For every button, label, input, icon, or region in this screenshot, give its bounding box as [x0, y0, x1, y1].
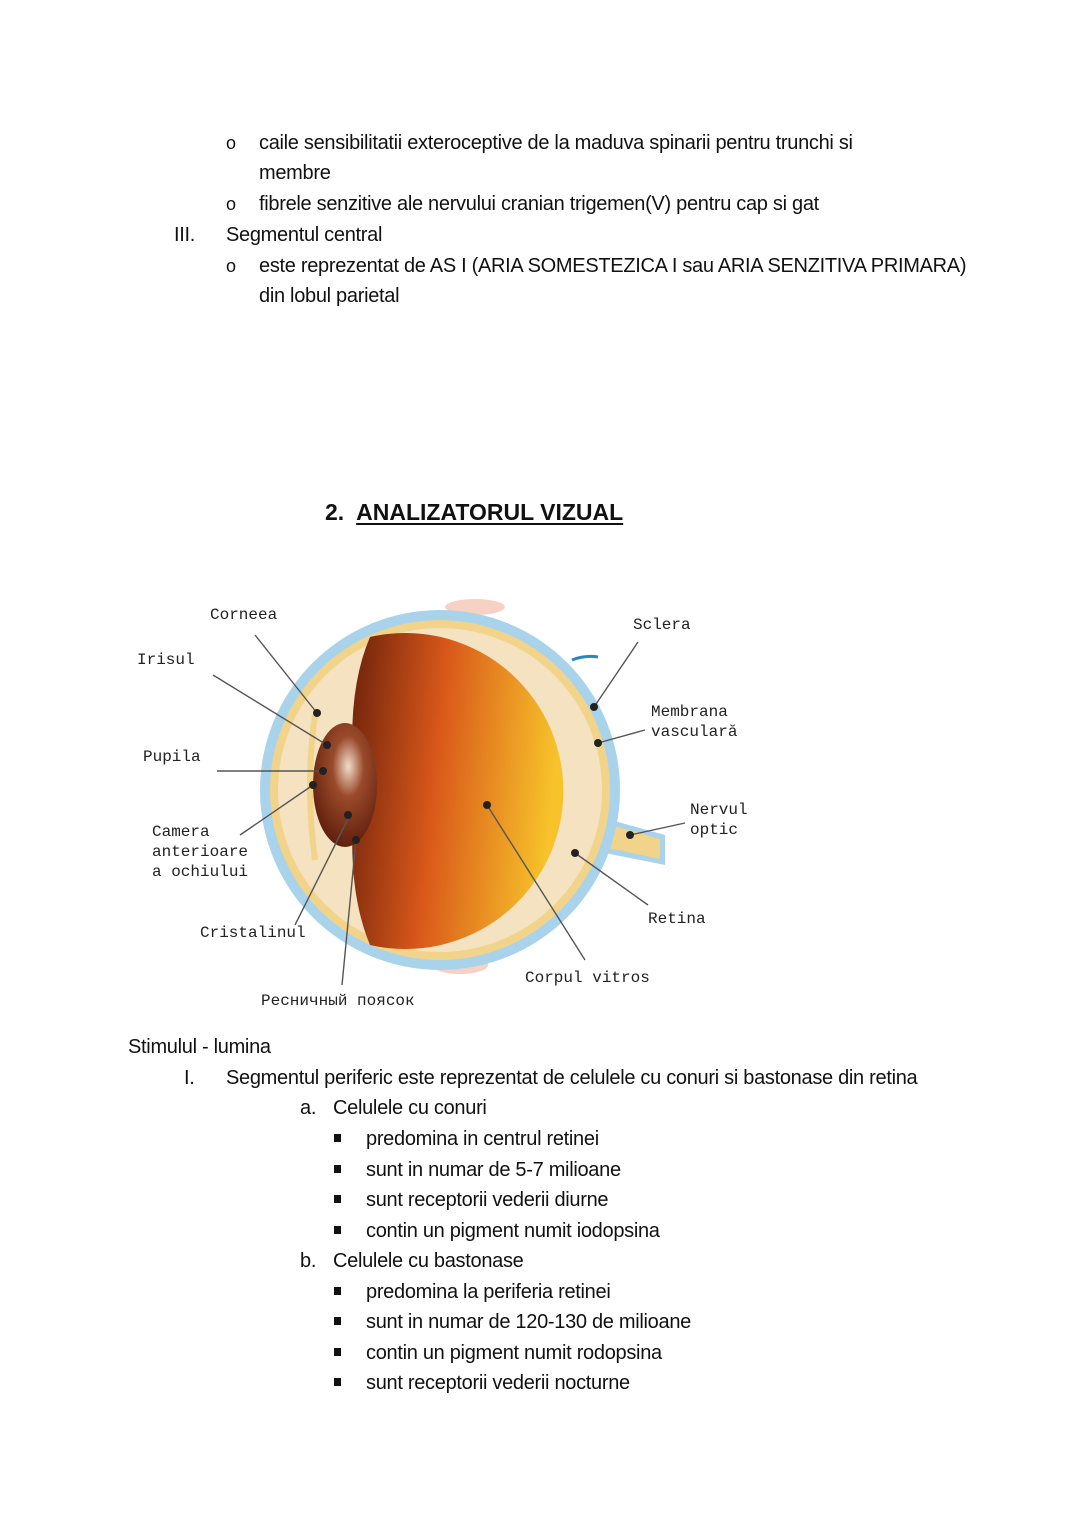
list-item: sunt in numar de 5-7 milioane: [366, 1159, 621, 1181]
list-item: predomina la periferia retinei: [366, 1281, 611, 1303]
section-title: ANALIZATORUL VIZUAL: [356, 499, 624, 525]
label-sclera: Sclera: [633, 616, 691, 634]
eye-anatomy-diagram: [120, 585, 780, 1015]
label-membrana-line1: Membrana: [651, 703, 728, 721]
square-bullet-icon: [334, 1287, 341, 1295]
bullet-text: fibrele senzitive ale nervului cranian trigemen(V) pentru cap si gat: [259, 193, 819, 215]
label-camera-line1: Camera: [152, 823, 210, 841]
section-number: 2.: [325, 499, 345, 525]
subsection-title: Celulele cu bastonase: [333, 1250, 524, 1272]
circle-bullet-icon: o: [226, 256, 237, 276]
segment-text: Segmentul periferic este reprezentat de celulele cu conuri si bastonase din retina: [226, 1067, 918, 1089]
list-item: contin un pigment numit rodopsina: [366, 1342, 662, 1364]
label-pupila: Pupila: [143, 748, 201, 766]
label-zonula: Ресничный поясок: [261, 992, 415, 1010]
subsection-title: Celulele cu conuri: [333, 1097, 487, 1119]
bullet-text: caile sensibilitatii exteroceptive de la maduva spinarii pentru trunchi si: [259, 132, 853, 154]
square-bullet-icon: [334, 1226, 341, 1234]
square-bullet-icon: [334, 1348, 341, 1356]
segment-title: Segmentul central: [226, 224, 383, 246]
stimulus-line: Stimulul - lumina: [128, 1036, 271, 1058]
roman-numeral: I.: [184, 1067, 195, 1089]
list-item: sunt receptorii vederii diurne: [366, 1189, 609, 1211]
bullet-text: este reprezentat de AS I (ARIA SOMESTEZICA I sau ARIA SENZITIVA PRIMARA): [259, 255, 967, 277]
label-corneea: Corneea: [210, 606, 278, 624]
list-item: predomina in centrul retinei: [366, 1128, 599, 1150]
square-bullet-icon: [334, 1165, 341, 1173]
list-item: sunt in numar de 120-130 de milioane: [366, 1311, 691, 1333]
bullet-text-continued: membre: [259, 162, 331, 184]
list-letter: a.: [300, 1097, 317, 1119]
section-heading: [325, 497, 623, 527]
label-membrana-line2: vasculară: [651, 723, 738, 741]
label-cristalinul: Cristalinul: [200, 924, 306, 942]
list-item: contin un pigment numit iodopsina: [366, 1220, 660, 1242]
circle-bullet-icon: o: [226, 194, 237, 214]
label-camera-line3: a ochiului: [152, 863, 249, 881]
list-item: sunt receptorii vederii nocturne: [366, 1372, 630, 1394]
square-bullet-icon: [334, 1317, 341, 1325]
label-camera-line2: anterioare: [152, 843, 249, 861]
label-nervul-line1: Nervul: [690, 801, 748, 819]
label-irisul: Irisul: [137, 651, 195, 669]
square-bullet-icon: [334, 1378, 341, 1386]
label-retina: Retina: [648, 910, 706, 928]
label-corpul-vitros: Corpul vitros: [525, 969, 650, 987]
square-bullet-icon: [334, 1134, 341, 1142]
bullet-text-continued: din lobul parietal: [259, 285, 400, 307]
circle-bullet-icon: o: [226, 133, 237, 153]
label-nervul-line2: optic: [690, 821, 739, 839]
list-letter: b.: [300, 1250, 317, 1272]
roman-numeral: III.: [174, 224, 196, 246]
square-bullet-icon: [334, 1195, 341, 1203]
